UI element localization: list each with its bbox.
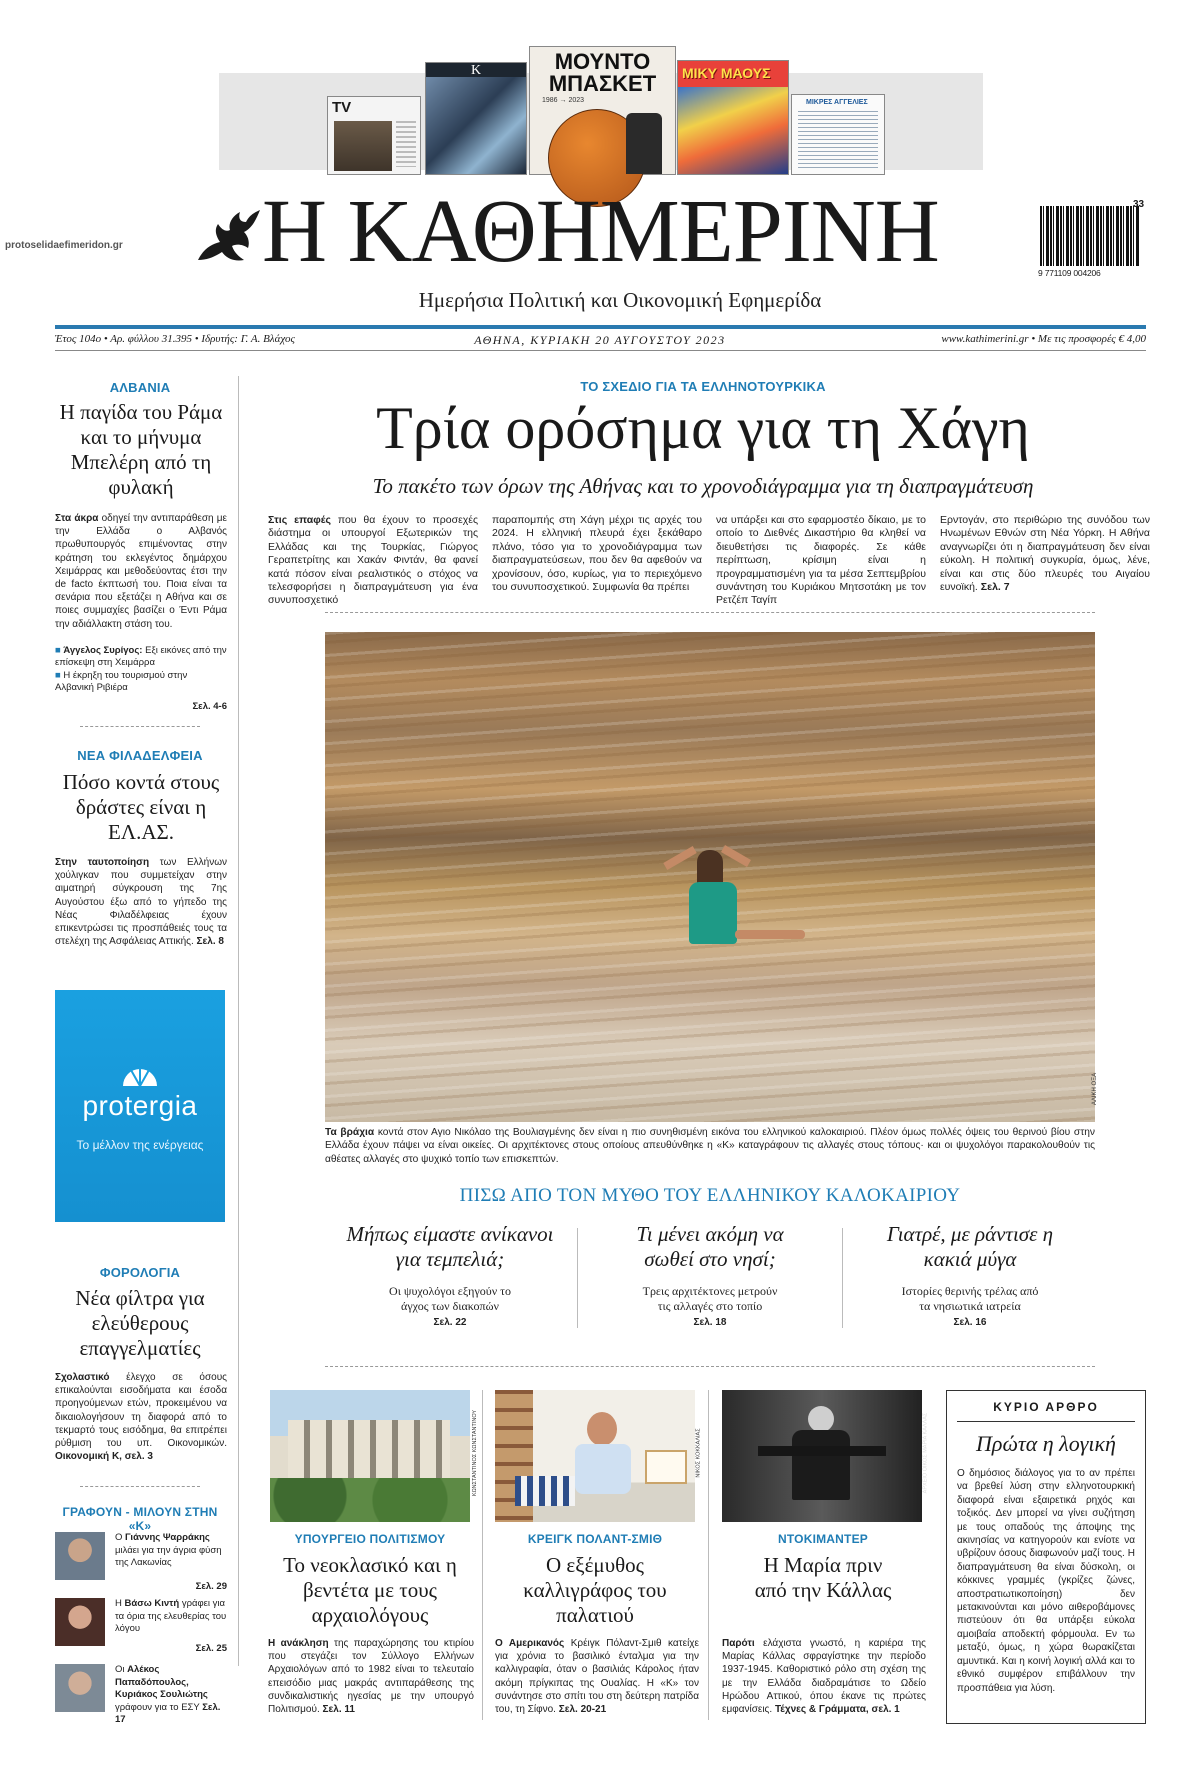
- summer-divider: [577, 1228, 578, 1328]
- grafoun-item-1[interactable]: [55, 1532, 227, 1594]
- bottom-story-1-kicker: ΥΠΟΥΡΓΕΙΟ ΠΟΛΙΤΙΣΜΟΥ: [294, 1532, 446, 1546]
- albania-page-ref: Σελ. 4-6: [192, 701, 227, 712]
- promo-tv-label: TV: [332, 99, 352, 116]
- avatar: [55, 1664, 105, 1712]
- man-head: [587, 1412, 617, 1446]
- albania-text: οδηγεί την αντιπαράθεση με την Ελλάδα ο Αλβανός πρωθυπουργός επιμένοντας στην κράτηση του εκλεγέντος δημάρχου Χειμάρρας και μεθοδεύοντας έτσι την de facto έκπτωσή του. Ποια είναι τα σενάρια που εξετάζει η Αθήνα και σε ποιες συμμαχίες βασίζει ο Έντι Ράμα την αδιάλλακτη στάση του.: [55, 513, 228, 630]
- bottom-story-1-body: Η ανάκληση της παραχώρησης του κτιρίου που στεγάζει τον Σύλλογο Ελλήνων Αρχαιολόγων από το 1982 είναι το τελευταίο επεισόδιο μιας μακράς αντιπαράθεσης της συνδικαλιστικής ηγεσίας με την υπουργό Πολιτισμού. Σελ. 11: [268, 1638, 474, 1716]
- photo-credit: ΑΡΧΕΙΟ ΟΙΚΟΣ ΜΑΡΙΑ ΚΑΛΛΑΣ: [922, 1412, 929, 1494]
- grafoun-item-3[interactable]: [55, 1664, 227, 1726]
- main-column-2: παραπομπής στη Χάγη μέχρι τις αρχές του 2024. Η ελληνική πλευρά έχει ξεκάθαρο πλάνο, τόσο για το χρονοδιάγραμμα των διαπραγματεύσεων, που δεν θα αφεθούν να χρονίσουν, όσο, κυρίως, για το περιεχόμενο του συνυποσχετικού. Συμφωνία θα πρέπει: [492, 514, 702, 594]
- avatar: [55, 1532, 105, 1580]
- photo-credit: ΚΩΝΣΤΑΝΤΙΝΟΣ ΚΩΝΣΤΑΝΤΙΝΟΥ: [471, 1409, 478, 1497]
- dateline-center: ΑΘΗΝΑ, ΚΥΡΙΑΚΗ 20 ΑΥΓΟΥΣΤΟΥ 2023: [474, 333, 726, 347]
- top-rule: [55, 325, 1146, 329]
- section-separator: [325, 1366, 1095, 1367]
- photo-credit: ΑΛΙΚΗ ΟΞΑ: [1091, 1072, 1098, 1106]
- promo-miky-art: [678, 87, 788, 174]
- promo-aggelies-lines: [798, 111, 878, 169]
- bullet-icon: ■: [55, 645, 61, 656]
- grafoun-item-3-text: Οι Αλέκος Παπαδόπουλος, Κυριάκος Σουλιώτης γράφουν για το ΕΣΥ Σελ. 17: [115, 1664, 221, 1725]
- albania-headline[interactable]: Η παγίδα του Ράμα και το μήνυμα Μπελέρη από τη φυλακή: [59, 400, 223, 499]
- dateline-left: Έτος 104ο • Αρ. φύλλου 31.395 • Ιδρυτής: Γ. Α. Βλάχος: [55, 333, 295, 345]
- forologia-lead: Σχολαστικό: [55, 1372, 110, 1383]
- avatar: [55, 1598, 105, 1646]
- forologia-body: [55, 1371, 227, 1463]
- main-kicker: ΤΟ ΣΧΕΔΙΟ ΓΙΑ ΤΑ ΕΛΛΗΝΟΤΟΥΡΚΙΚΑ: [580, 379, 826, 394]
- bottom-story-2-body: Ο Αμερικανός Κρέιγκ Πόλαντ-Σμιθ κατείχε για χρόνια το βασιλικό ένταλμα για την καλλιγραφία, όταν ο βασιλιάς Κάρολος ήταν ακόμη πρίγκιπας της Ουαλίας. Η «Κ» τον συνάντησε στο σπίτι του στη δεύτερη πατρίδα του, τη Σίφνο. Σελ. 20-21: [495, 1638, 700, 1716]
- albania-bullet-1-author: Άγγελος Συρίγος:: [63, 645, 143, 656]
- bottom-story-3-body: Παρότι ελάχιστα γνωστό, η καριέρα της Μαρίας Κάλλας σφραγίστηκε την περίοδο 1937-1945. Καθοριστικό ρόλο στη σχέση της με την Ελλάδα διαδραμάτισε το Ωδείο Ηρώδου Αττικού, όπου έκανε τις πρώτες εμφανίσεις. Τέχνες & Γράμματα, σελ. 1: [722, 1638, 926, 1716]
- summer-item-2-sub: Τρεις αρχιτέκτονες μετρούν τις αλλαγές στο τοπίο: [642, 1284, 778, 1313]
- griffin-logo-icon: [190, 200, 262, 272]
- main-headline[interactable]: Τρία ορόσημα για τη Χάγη: [376, 395, 1030, 461]
- main-column-4: Ερντογάν, στο περιθώριο της συνόδου των Ηνωμένων Εθνών στη Νέα Υόρκη. Η Αθήνα αναγνωρίζει ότι η διαπραγμάτευση δεν είναι εύκολη. Η πολιτική συγκυρία, όμως, λένε, είναι και στις δύο πλευρές του Αιγαίου ευνοϊκή. Σελ. 7: [940, 514, 1150, 594]
- editorial-label-rule: [957, 1421, 1135, 1422]
- bottom-story-2-kicker: ΚΡΕΙΓΚ ΠΟΛΑΝΤ-ΣΜΙΘ: [527, 1532, 663, 1546]
- albania-kicker: ΑΛΒΑΝΙΑ: [109, 380, 171, 395]
- bullet-icon: ■: [55, 670, 61, 681]
- albania-bullet-2-text: Η έκρηξη του τουρισμού στην Αλβανική Ριβιέρα: [55, 670, 188, 693]
- main-photo[interactable]: [325, 632, 1098, 1122]
- bottom-story-1-headline[interactable]: Το νεοκλασικό και η βεντέτα με τους αρχαιολόγους: [283, 1553, 457, 1627]
- barcode-issue: 33: [1133, 199, 1145, 210]
- woman-dress: [689, 882, 737, 944]
- nf-body: [55, 856, 227, 948]
- woman-arm-left: [663, 846, 696, 870]
- nf-page-ref: Σελ. 8: [196, 936, 224, 948]
- barcode-number: 9 771109 004206: [1038, 268, 1101, 278]
- main-subhead: Το πακέτο των όρων της Αθήνας και το χρονοδιάγραμμα για τη διαπραγμάτευση: [372, 474, 1034, 498]
- sidebar-separator: [80, 726, 200, 727]
- summer-item-2[interactable]: [580, 1222, 840, 1332]
- photo-caption: Τα βράχια κοντά στον Αγιο Νικόλαο της Βουλιαγμένης δεν είναι η πιο συνηθισμένη εικόνα του ελληνικού καλοκαιριού. Πλέον όμως πολλές όψεις του θερινού βίου στην Ελλάδα έχουν πάψει να είναι οικείες. Οι αρχιτέκτονες στους οποίους απευθύνθηκε η «Κ» καταγράφουν τις αλλαγές στους τόπους· και οι ψυχολόγοι παρακολουθούν τις αθέατες αλλαγές στο ψυχικό τοπίο των επισκεπτών.: [325, 1127, 1095, 1165]
- nf-text: των Ελλήνων χούλιγκαν που συμμετείχαν στην αιματηρή σύγκρουση της 7ης Αυγούστου έξω από το γήπεδο της Νέας Φιλαδέλφειας έχουν επικεντρώσει τις προσπάθειές τους τα στελέχη της Ασφάλειας Αττικής.: [55, 857, 228, 948]
- sofa-pillows: [515, 1476, 575, 1506]
- trees: [270, 1478, 470, 1522]
- source-label: protoselidaefimeridon.gr: [5, 240, 123, 251]
- forologia-kicker: ΦΟΡΟΛΟΓΙΑ: [99, 1265, 181, 1280]
- nf-kicker: ΝΕΑ ΦΙΛΑΔΕΛΦΕΙΑ: [77, 748, 203, 763]
- photo-credit: ΝΙΚΟΣ ΚΟΚΚΑΛΙΑΣ: [695, 1428, 702, 1478]
- player-silhouette: [626, 113, 662, 174]
- promo-aggelies-title: ΜΙΚΡΕΣ ΑΓΓΕΛΙΕΣ: [806, 99, 868, 106]
- section-separator: [325, 612, 1095, 613]
- protergia-slogan: Το μέλλον της ενέργειας: [76, 1138, 204, 1152]
- promo-mundo-basket[interactable]: [529, 46, 676, 175]
- nf-headline[interactable]: Πόσο κοντά στους δράστες είναι η ΕΛ.ΑΣ.: [62, 770, 220, 844]
- summer-item-2-headline: Τι μένει ακόμη να σωθεί στο νησί;: [636, 1222, 784, 1271]
- woman-arms: [758, 1446, 886, 1456]
- barcode: [1040, 206, 1140, 266]
- grafoun-item-2-text: Η Βάσω Κιντή γράφει για τα όρια της ελευθερίας του λόγου: [115, 1598, 227, 1634]
- grafoun-kicker: ΓΡΑΦΟΥΝ - ΜΙΛΟΥΝ ΣΤΗΝ «Κ»: [62, 1505, 218, 1533]
- summer-item-1-headline: Μήπως είμαστε ανίκανοι για τεμπελιά;: [346, 1222, 554, 1271]
- man-shirt: [575, 1444, 631, 1494]
- promo-k[interactable]: [425, 62, 527, 175]
- nf-lead: Στην ταυτοποίηση: [55, 857, 150, 868]
- bottom-divider: [708, 1390, 709, 1720]
- dateline-rule: [55, 350, 1146, 351]
- bottom-divider: [482, 1390, 483, 1720]
- albania-bullet-1[interactable]: [55, 645, 227, 669]
- grafoun-item-1-page: Σελ. 29: [195, 1581, 227, 1592]
- bottom-story-2-headline[interactable]: Ο εξέμυθος καλλιγράφος του παλατιού: [523, 1553, 667, 1627]
- frame: [645, 1450, 687, 1484]
- bottom-story-2-photo[interactable]: [495, 1390, 702, 1522]
- editorial-box[interactable]: [946, 1390, 1146, 1724]
- forologia-headline[interactable]: Νέα φίλτρα για ελεύθερους επαγγελματίες: [75, 1286, 205, 1360]
- summer-item-3-headline: Γιατρέ, με ράντισε η κακιά μύγα: [886, 1222, 1054, 1271]
- sidebar-divider: [238, 376, 239, 1666]
- forologia-text: έλεγχο σε όσους επικαλούνται εισοδήματα και έσοδα προηγούμενων ετών, προκειμένου να δικαιολογήσουν τη διαφορά από το τεκμαρτό τους εισόδημα, θα επιτρέπει ρύθμιση του υπ. Οικονομικών.: [55, 1372, 228, 1450]
- sidebar-separator: [80, 1486, 200, 1487]
- promo-miky-title: ΜΙΚΥ ΜΑΟΥΣ: [682, 65, 771, 81]
- summer-item-3[interactable]: [845, 1222, 1095, 1332]
- dateline-right: www.kathimerini.gr • Με τις προσφορές € 4,00: [941, 333, 1146, 345]
- summer-item-1-sub: Οι ψυχολόγοι εξηγούν το άγχος των διακοπών: [389, 1284, 511, 1313]
- promo-k-label: K: [471, 63, 482, 78]
- promo-tv-text-lines: [396, 121, 416, 167]
- protergia-logo-icon: [121, 1058, 159, 1088]
- albania-body: [55, 512, 227, 631]
- summer-item-1[interactable]: [325, 1222, 575, 1332]
- woman-coat: [792, 1430, 850, 1500]
- promo-mikres-aggelies[interactable]: [791, 94, 885, 175]
- summer-divider: [842, 1228, 843, 1328]
- main-column-1: Στις επαφές που θα έχουν το προσεχές διάστημα οι υπουργοί Εξωτερικών της Ελλάδας και της Τουρκίας, Γιώργος Γεραπετρίτης και Χακάν Φιντάν, θα φανεί κατά πόσον είναι ρεαλιστικός ο στόχος να τελεσφορήσει η διαπραγμάτευση για ένα συνυποσχετικό: [268, 514, 478, 607]
- summer-item-1-page: Σελ. 22: [433, 1317, 467, 1328]
- promo-k-photo: [426, 77, 526, 174]
- bottom-story-1-photo[interactable]: [270, 1390, 478, 1522]
- promo-tv-photo: [334, 121, 392, 171]
- summer-item-3-page: Σελ. 16: [953, 1317, 987, 1328]
- promo-mundo-title: ΜΟΥΝΤΟ ΜΠΑΣΚΕΤ: [548, 49, 657, 96]
- summer-item-2-page: Σελ. 18: [693, 1317, 727, 1328]
- promo-mundo-sub: 1986 → 2023: [542, 97, 585, 104]
- bottom-story-3-photo[interactable]: [722, 1390, 929, 1522]
- editorial-label: ΚΥΡΙΟ ΑΡΘΡΟ: [993, 1400, 1099, 1414]
- summer-title: ΠΙΣΩ ΑΠΟ ΤΟΝ ΜΥΘΟ ΤΟΥ ΕΛΛΗΝΙΚΟΥ ΚΑΛΟΚΑΙΡΙΟΥ: [459, 1185, 961, 1206]
- promo-tv[interactable]: [327, 96, 421, 175]
- summer-item-3-sub: Ιστορίες θερινής τρέλας από τα νησιωτικά ιατρεία: [901, 1284, 1039, 1313]
- main-column-3: να υπάρξει και στο εφαρμοστέο δίκαιο, με το οποίο το Διεθνές Δικαστήριο θα κληθεί να διευθετήσει τις διαφορές. Σε κάθε περίπτωση, κρίσιμη είναι η προγραμματισμένη για τα μέσα Σεπτεμβρίου συνάντηση του Κυριάκου Μητσοτάκη με τον Ρετζέπ Ταγίπ: [716, 514, 926, 607]
- promo-miky-maous[interactable]: [677, 60, 789, 175]
- woman-figure: [808, 1406, 834, 1432]
- bottom-story-3-headline[interactable]: Η Μαρία πριν από την Κάλλας: [754, 1553, 892, 1602]
- protergia-brand: protergia: [82, 1090, 198, 1121]
- protergia-ad[interactable]: [55, 990, 225, 1222]
- grafoun-item-2-page: Σελ. 25: [195, 1643, 227, 1654]
- building-facade: [288, 1420, 450, 1484]
- woman-legs: [735, 930, 805, 939]
- bottom-story-3-kicker: ΝΤΟΚΙΜΑΝΤΕΡ: [778, 1532, 868, 1546]
- woman-arm-right: [721, 845, 751, 867]
- forologia-page-ref: Οικονομική Κ, σελ. 3: [55, 1451, 153, 1463]
- grafoun-item-2[interactable]: [55, 1598, 227, 1660]
- albania-bullet-2[interactable]: [55, 670, 227, 694]
- editorial-body: Ο δημόσιος διάλογος για το αν πρέπει να βρεθεί λύση στην ελληνοτουρκική διαφορά είναι εξαιρετικά ρηχός και τοξικός. Δεν μπορεί να γίνει συζήτηση με τους οπαδούς της άποψης της ακινησίας να κατηγορούν και ενίοτε να υβρίζουν όσους διαφωνούν μαζί τους. Η διαπραγμάτευση θα είναι δύσκολη, οι κόκκινες γραμμές (γκρίζες ζώνες, αποστρατιωτικοποίηση) δεν μετακινούνται και μόνο αιθεροβάμονες πιστεύουν ότι θα υπάρξει εύκολα αμοιβαία αποδεκτή φόρμουλα. Εν τω μεταξύ, όμως, η χώρα θωρακίζεται αμυντικά. Και η κοινή λογική αλλά και το εθνικό συμφέρον επιβάλλουν την προσπάθεια για λύση.: [957, 1468, 1135, 1694]
- masthead-title: Η ΚΑΘΗΜΕΡΙΝΗ: [262, 182, 939, 281]
- albania-bullet-1-text: Εξι εικόνες από την επίσκεψη στη Χειμάρρα: [55, 645, 227, 668]
- albania-lead: Στα άκρα: [55, 513, 99, 524]
- editorial-headline: Πρώτα η λογική: [976, 1431, 1116, 1456]
- grafoun-item-1-text: Ο Γιάννης Ψαρράκης μιλάει για την άγρια φύση της Λακωνίας: [115, 1532, 222, 1568]
- masthead-subtitle: Ημερήσια Πολιτική και Οικονομική Εφημερίδα: [418, 288, 822, 312]
